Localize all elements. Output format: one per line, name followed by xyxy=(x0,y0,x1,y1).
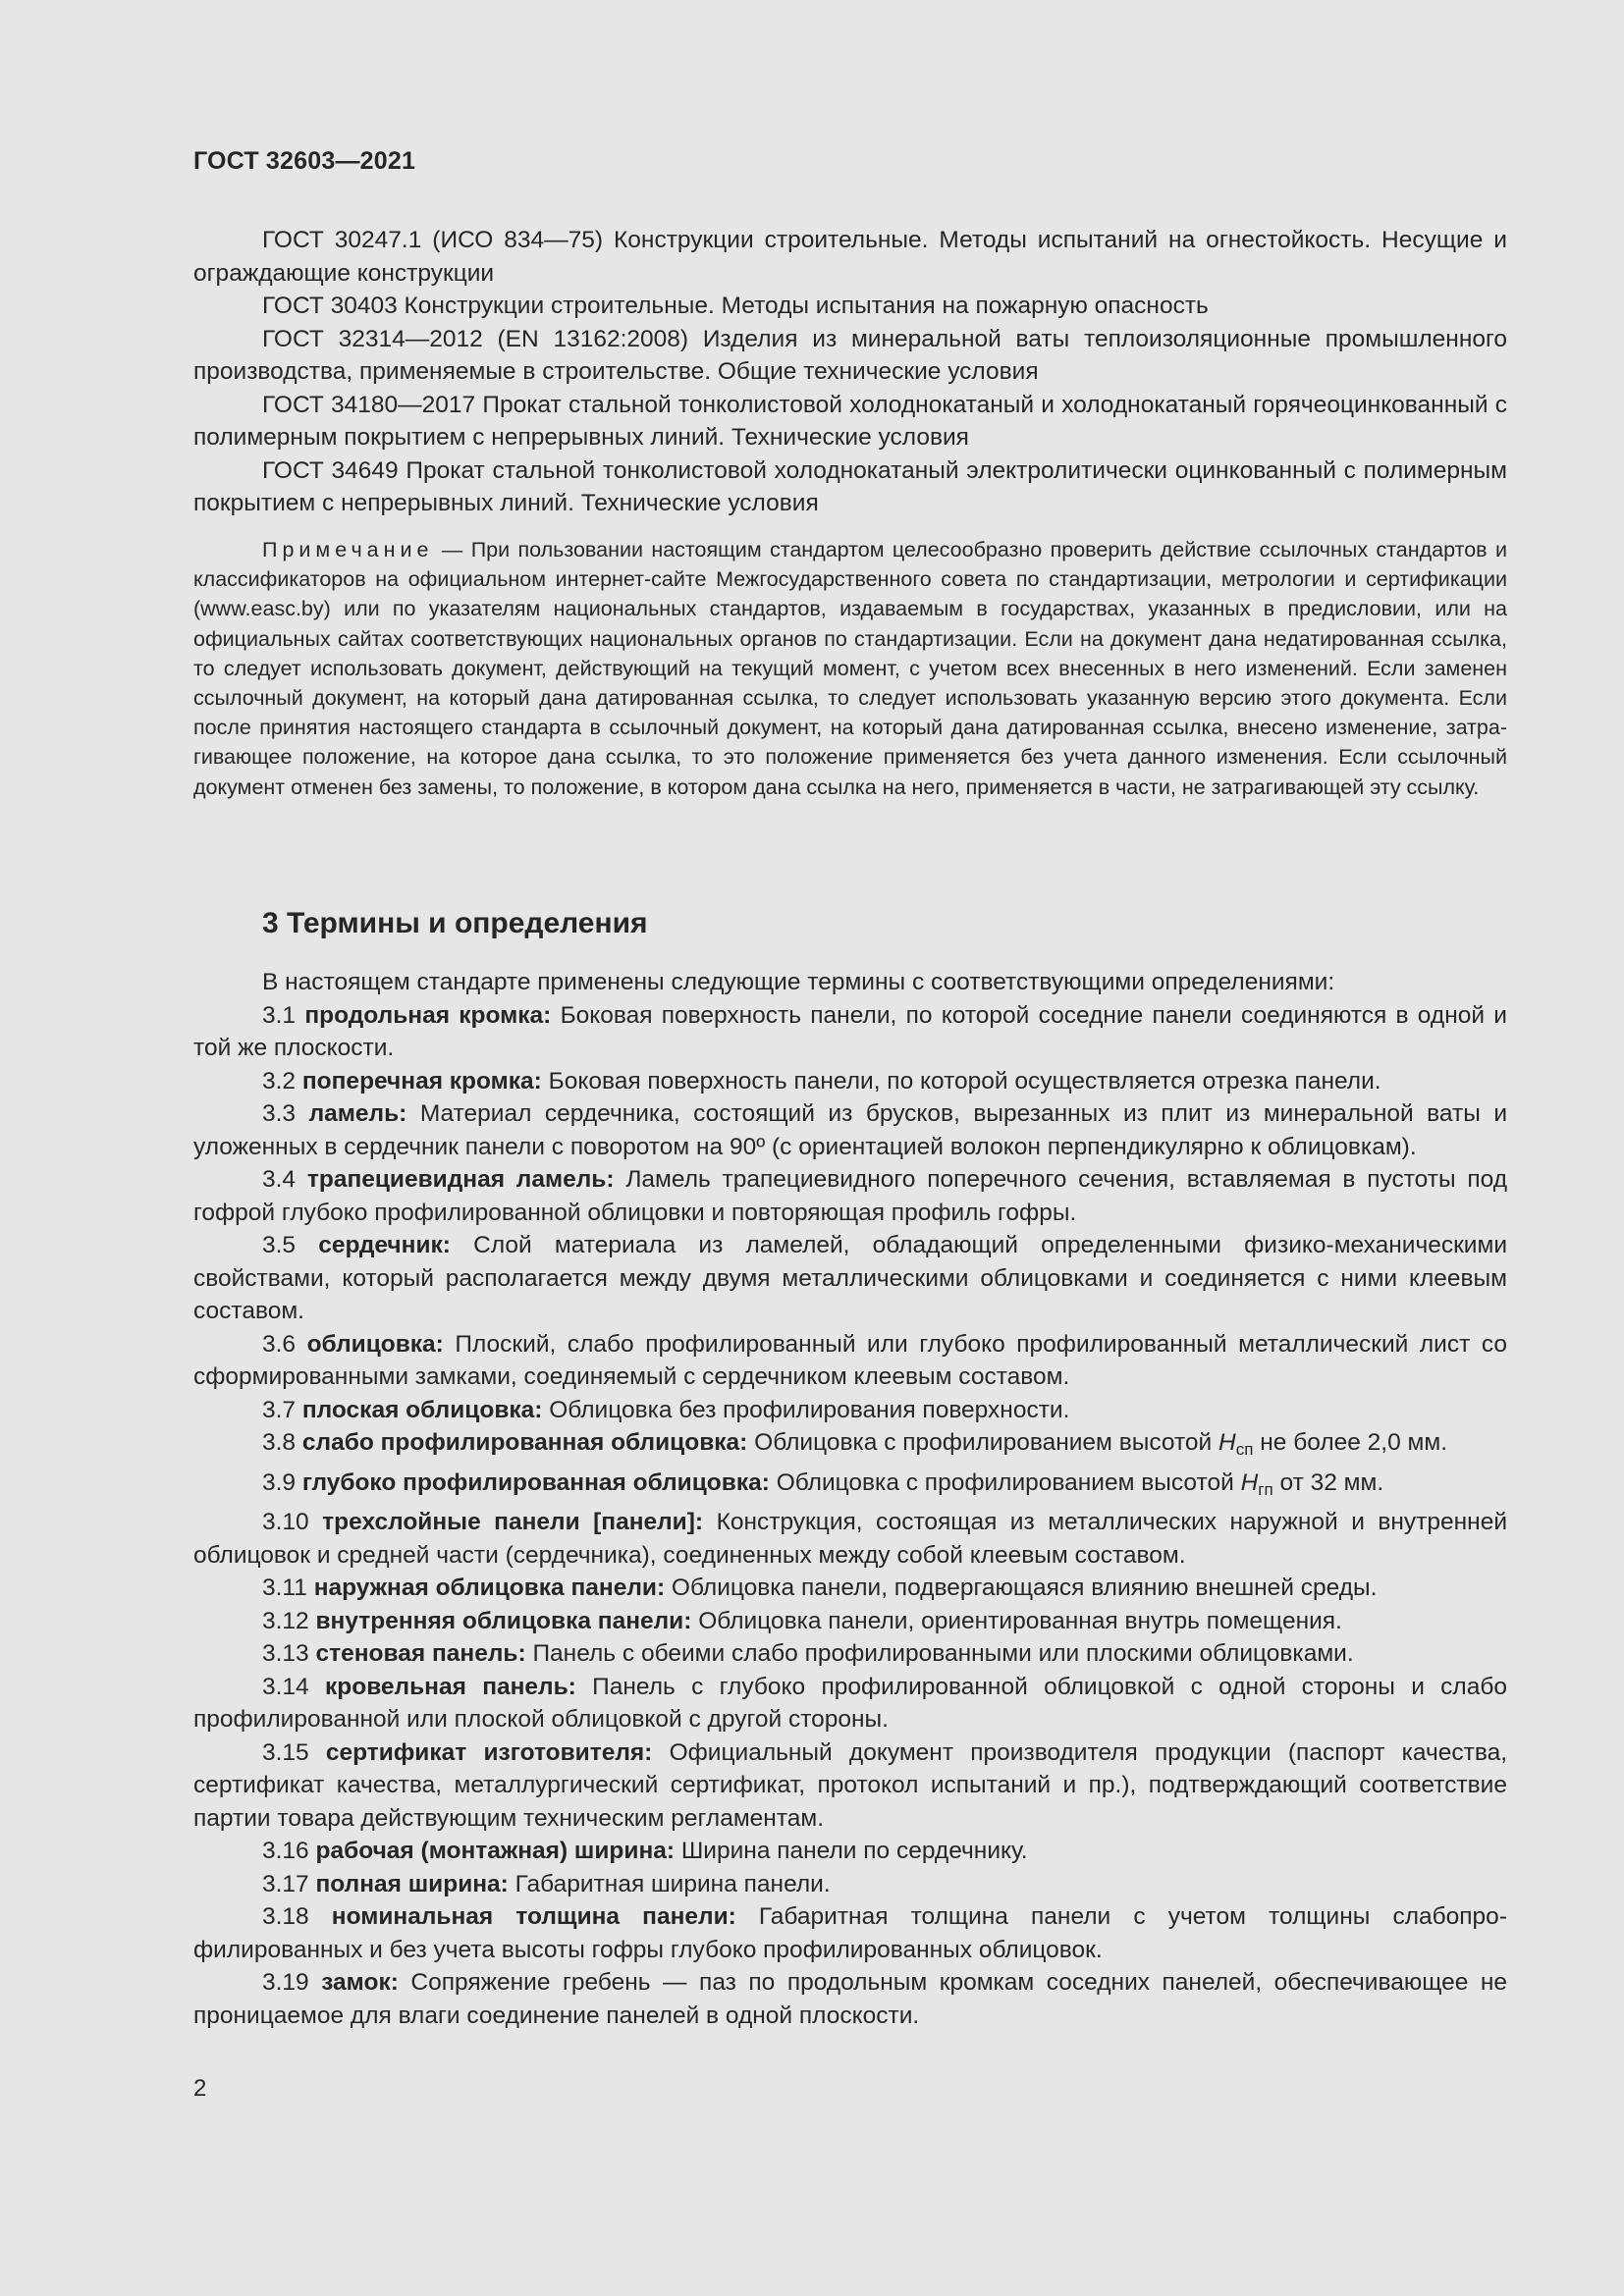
term-definition: Габаритная толщина панели с учетом толщины слабопрофилированных и без учета высоты гофры глубоко профилированных облицовок. xyxy=(193,1903,1507,1963)
term-name: наружная облицовка панели: xyxy=(313,1575,666,1601)
height-symbol-subscript: сп xyxy=(1235,1440,1254,1459)
term-item xyxy=(193,1229,1507,1328)
term-name: замок: xyxy=(321,1969,399,1996)
term-name: ламель: xyxy=(308,1100,407,1127)
term-name: номинальная толщина панели: xyxy=(331,1903,736,1930)
term-definition: Слой материала из ламелей, обладающий определенными физико-механическими свойствами, который располагается между двумя металлическими облицовками и соединяется с ними клеевым составом. xyxy=(193,1232,1508,1324)
term-name: поперечная кромка: xyxy=(301,1067,542,1095)
term-item xyxy=(193,1966,1507,2032)
term-name: продольная кромка: xyxy=(304,1001,552,1029)
normative-references-list xyxy=(193,224,1507,520)
term-number: 3.2 xyxy=(262,1067,297,1095)
term-number: 3.12 xyxy=(262,1607,309,1634)
term-item xyxy=(193,1572,1507,1605)
term-name: кровельная панель: xyxy=(325,1673,576,1700)
term-item xyxy=(193,1065,1507,1098)
term-name: слабо профилированная облицовка: xyxy=(301,1429,748,1456)
term-item xyxy=(193,1163,1507,1229)
term-number: 3.1 xyxy=(262,1001,297,1029)
term-name: стеновая панель: xyxy=(315,1640,526,1667)
section-title: 3 Термины и определения xyxy=(262,907,648,939)
term-number: 3.18 xyxy=(262,1903,309,1930)
term-number: 3.17 xyxy=(262,1870,309,1897)
term-number: 3.6 xyxy=(262,1330,297,1358)
term-name: облицовка: xyxy=(306,1330,444,1358)
term-number: 3.19 xyxy=(262,1969,309,1996)
term-number: 3.10 xyxy=(262,1509,309,1535)
term-number: 3.14 xyxy=(262,1673,309,1700)
reference-item: ГОСТ 30403 Конструкции строительные. Методы испытания на пожарную опасность xyxy=(262,293,1209,319)
term-number: 3.11 xyxy=(262,1575,307,1601)
height-symbol: H xyxy=(1218,1429,1236,1456)
term-item xyxy=(193,1736,1507,1836)
term-definition: Облицовка с профилированием высотой xyxy=(776,1468,1234,1496)
terms-list xyxy=(193,966,1507,2032)
term-item xyxy=(193,1835,1507,1868)
term-definition: Сопряжение гребень — паз по продольным кромкам соседних панелей, обеспечивающее не проницаемое для влаги соединение панелей в одной плоскости. xyxy=(193,1969,1508,2029)
term-number: 3.13 xyxy=(262,1640,309,1667)
term-number: 3.16 xyxy=(262,1838,309,1864)
page-number: 2 xyxy=(193,2075,207,2102)
term-name: глубоко профилированная облицовка: xyxy=(301,1468,770,1496)
document-code-header: ГОСТ 32603—2021 xyxy=(193,147,416,175)
term-number: 3.9 xyxy=(262,1468,297,1496)
reference-item: ГОСТ 32314—2012 (EN 13162:2008) Изделия из минеральной ваты теплоизоляционные промышленного производства, применяемые в строительстве. Общие технические условия xyxy=(193,325,1507,385)
term-item xyxy=(193,1671,1507,1736)
term-definition: Панель с глубоко профилированной облицовкой с одной стороны и слабо профилированной или плоской облицовкой с другой стороны. xyxy=(193,1673,1508,1733)
terms-intro: В настоящем стандарте применены следующие термины с соответствующими определениями: xyxy=(262,969,1335,995)
term-name: рабочая (монтажная) ширина: xyxy=(315,1838,676,1864)
height-symbol-subscript: гп xyxy=(1258,1479,1273,1499)
term-definition: Облицовка панели, ориентированная внутрь помещения. xyxy=(698,1607,1342,1634)
term-number: 3.5 xyxy=(262,1232,297,1258)
term-definition: Габаритная ширина панели. xyxy=(514,1870,831,1897)
term-item xyxy=(193,1426,1507,1467)
term-number: 3.8 xyxy=(262,1429,297,1456)
term-definition: Боковая поверхность панели, по которой осуществляется отрезка панели. xyxy=(548,1067,1381,1095)
term-definition: Ламель трапециевидного поперечного сечения, вставляемая в пустоты под гофрой глубоко профилированной облицовки и повторяющая профиль гофры. xyxy=(193,1166,1508,1226)
term-number: 3.3 xyxy=(262,1100,297,1127)
term-definition: Облицовка без профилирования поверхности. xyxy=(549,1396,1070,1423)
term-item xyxy=(193,1467,1507,1507)
references-note xyxy=(193,535,1507,802)
term-definition-end: не более 2,0 мм. xyxy=(1260,1429,1448,1456)
term-item xyxy=(193,1868,1507,1901)
term-item xyxy=(193,999,1507,1065)
note-label: Примечание xyxy=(262,538,434,561)
note-text: — При пользовании настоящим стандартом целесообразно проверить действие ссылочных стандартов и классификаторов на официальном интернет-сайте Межгосударственного совета по стандартизации, метрологии и сертификации (www.easc.by) или по указателям национальных стандартов, издаваемым в государствах, указанных в предисловии, или на официальных сайтах соответствующих национальных органов по стандартизации. Если на документ дана недатированная ссылка, то следует использовать документ, действующий на текущий момент, с учетом всех внесенных в него изменений. Если заменен ссылочный документ, на который дана датированная ссылка, то следует использовать указанную версию этого документа. Если после принятия настоящего стандарта в ссылочный документ, на который дана датированная ссылка, внесено изменение, затрагивающее положение, на которое дана ссылка, то это положение применяется без учета данного изменения. Если ссылочный документ отменен без замены, то положение, в котором дана ссылка на него, применяется в части, не затрагивающей эту ссылку. xyxy=(193,538,1507,799)
term-item xyxy=(193,1097,1507,1163)
term-definition: Официальный документ производителя продукции (паспорт качества, сертификат качества, металлургический сертификат, протокол испытаний и пр.), подтверждающий соответствие партии товара действующим техническим регламентам. xyxy=(193,1738,1507,1832)
term-definition: Ширина панели по сердечнику. xyxy=(680,1838,1028,1864)
reference-item: ГОСТ 34649 Прокат стальной тонколистовой холоднокатаный электролитически оцинкованный с полимерным покрытием с непрерывных линий. Технические условия xyxy=(193,456,1507,516)
term-name: сердечник: xyxy=(318,1232,451,1258)
term-definition: Облицовка панели, подвергающаяся влиянию внешней среды. xyxy=(671,1575,1378,1601)
term-definition: Облицовка с профилированием высотой xyxy=(754,1429,1213,1456)
reference-item: ГОСТ 34180—2017 Прокат стальной тонколистовой холоднокатаный и холоднокатаный горячеоцинкованный с полимерным покрытием с непрерывных линий. Технические условия xyxy=(193,391,1507,451)
term-name: полная ширина: xyxy=(315,1870,509,1897)
term-item xyxy=(193,1328,1507,1394)
term-item xyxy=(193,1394,1507,1427)
term-definition: Материал сердечника, состоящий из брусков, вырезанных из плит из минеральной ваты и уложенных в сердечник панели с поворотом на 90º (с ориентацией волокон перпендикулярно к облицовкам). xyxy=(193,1100,1508,1160)
term-name: трапециевидная ламель: xyxy=(306,1166,615,1193)
height-symbol: H xyxy=(1240,1468,1259,1496)
term-definition-end: от 32 мм. xyxy=(1279,1468,1384,1496)
term-definition: Плоский, слабо профилированный или глубоко профилированный металлический лист со сформированными замками, соединяемый с сердечником клеевым составом. xyxy=(193,1330,1507,1390)
term-number: 3.15 xyxy=(262,1738,309,1766)
term-item xyxy=(193,1605,1507,1638)
term-item xyxy=(193,1900,1507,1966)
term-name: трехслойные панели [панели]: xyxy=(322,1509,704,1535)
term-definition: Панель с обеими слабо профилированными или плоскими облицовками. xyxy=(532,1640,1354,1667)
term-name: плоская облицовка: xyxy=(301,1396,543,1423)
reference-item: ГОСТ 30247.1 (ИСО 834—75) Конструкции строительные. Методы испытаний на огнестойкость. Несущие и ограждающие конструкции xyxy=(193,227,1507,287)
term-definition: Конструкция, состоящая из металлических наружной и внутренней облицовок и средней части (сердечника), соединенных между собой клеевым составом. xyxy=(193,1509,1508,1569)
term-item xyxy=(193,1506,1507,1572)
term-definition: Боковая поверхность панели, по которой соседние панели соединяются в одной и той же плоскости. xyxy=(193,1001,1507,1061)
term-item xyxy=(193,1637,1507,1671)
term-number: 3.7 xyxy=(262,1396,297,1423)
term-name: сертификат изготовителя: xyxy=(325,1738,653,1766)
term-number: 3.4 xyxy=(262,1166,297,1193)
term-name: внутренняя облицовка панели: xyxy=(315,1607,692,1634)
